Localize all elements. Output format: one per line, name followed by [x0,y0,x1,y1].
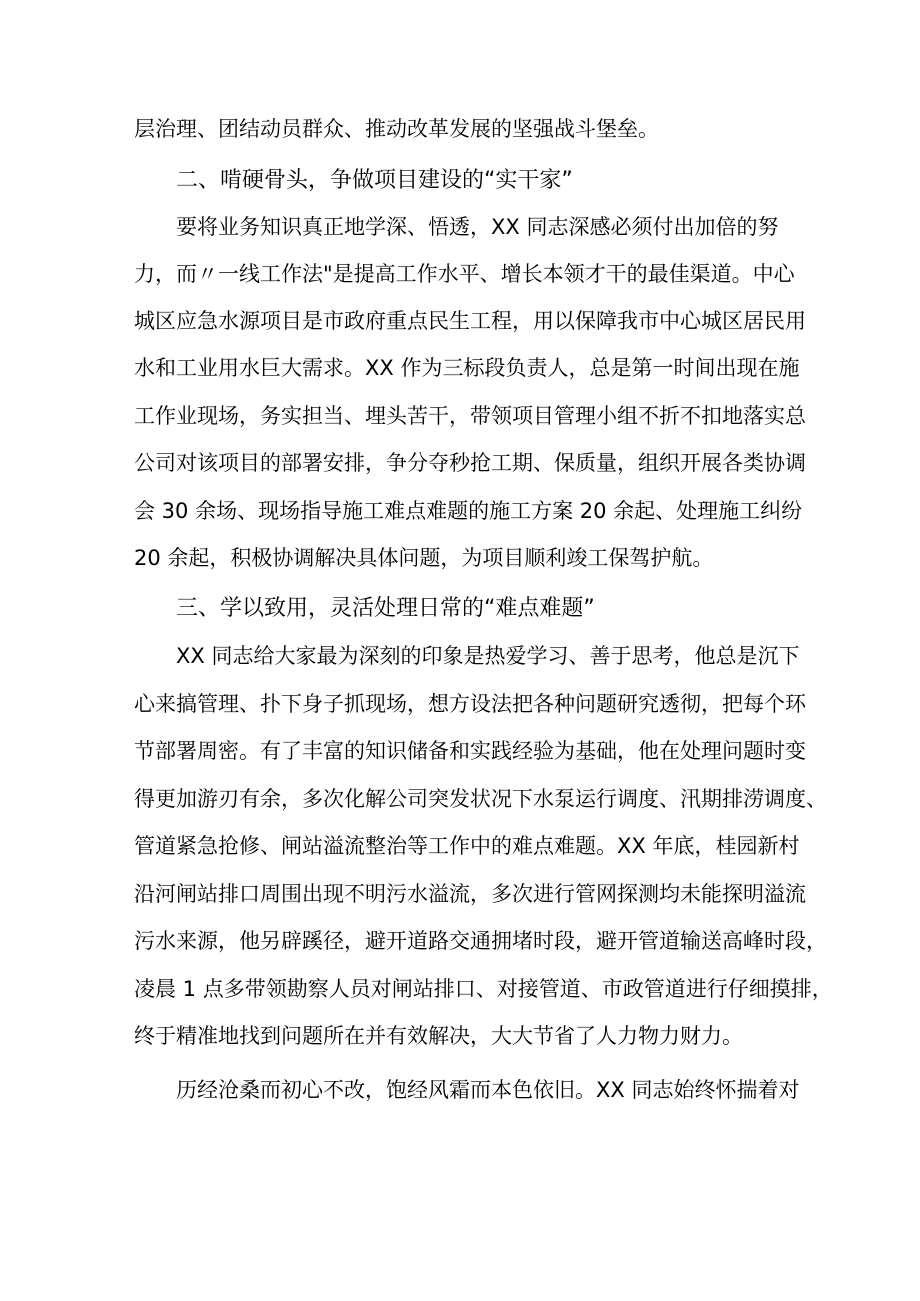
text-line-13: 心来搞管理、扑下身子抓现场，想方设法把各种问题研究透彻，把每个环 [134,692,806,716]
text-line-15: 得更加游刃有余，多次化解公司突发状况下水泵运行调度、汛期排涝调度、 [134,787,827,811]
text-line-3: 要将业务知识真正地学深、悟透，XX 同志深感必须付出加倍的努 [176,215,779,239]
text-line-10: 20 余起，积极协调解决具体问题，为项目顺利竣工保驾护航。 [134,546,714,570]
text-line-5: 城区应急水源项目是市政府重点民生工程，用以保障我市中心城区居民用 [134,309,806,333]
text-line-4: 力，而〃一线工作法"是提高工作水平、增长本领才干的最佳渠道。中心 [134,262,795,286]
text-line-1: 层治理、团结动员群众、推动改革发展的坚强战斗堡垒。 [134,117,659,141]
section-heading-3: 三、学以致用，灵活处理日常的“难点难题” [176,596,595,621]
section-heading-2: 二、啃硬骨头，争做项目建设的“实干家” [176,168,573,193]
text-line-6: 水和工业用水巨大需求。XX 作为三标段负责人，总是第一时间出现在施 [134,356,800,380]
text-line-19: 凌晨 1 点多带领勘察人员对闸站排口、对接管道、市政管道进行仔细摸排， [134,977,833,1001]
text-line-7: 工作业现场，务实担当、埋头苦干，带领项目管理小组不折不扣地落实总 [134,404,806,428]
text-line-17: 沿河闸站排口周围出现不明污水溢流，多次进行管网探测均未能探明溢流 [134,882,806,906]
text-line-8: 公司对该项目的部署安排，争分夺秒抢工期、保质量，组织开展各类协调 [134,451,806,475]
text-line-14: 节部署周密。有了丰富的知识储备和实践经验为基础，他在处理问题时变 [134,739,806,763]
text-line-21: 历经沧桑而初心不改，饱经风霜而本色依旧。XX 同志始终怀揣着对 [176,1078,800,1102]
text-line-9: 会 30 余场、现场指导施工难点难题的施工方案 20 余起、处理施工纠纷 [134,499,803,523]
text-line-20: 终于精准地找到问题所在并有效解决，大大节省了人力物力财力。 [134,1024,743,1048]
text-line-16: 管道紧急抢修、闸站溢流整治等工作中的难点难题。XX 年底，桂园新村 [134,834,800,858]
text-line-12: XX 同志给大家最为深刻的印象是热爱学习、善于思考，他总是沉下 [176,644,800,668]
text-line-18: 污水来源，他另辟蹊径，避开道路交通拥堵时段，避开管道输送高峰时段， [134,929,827,953]
